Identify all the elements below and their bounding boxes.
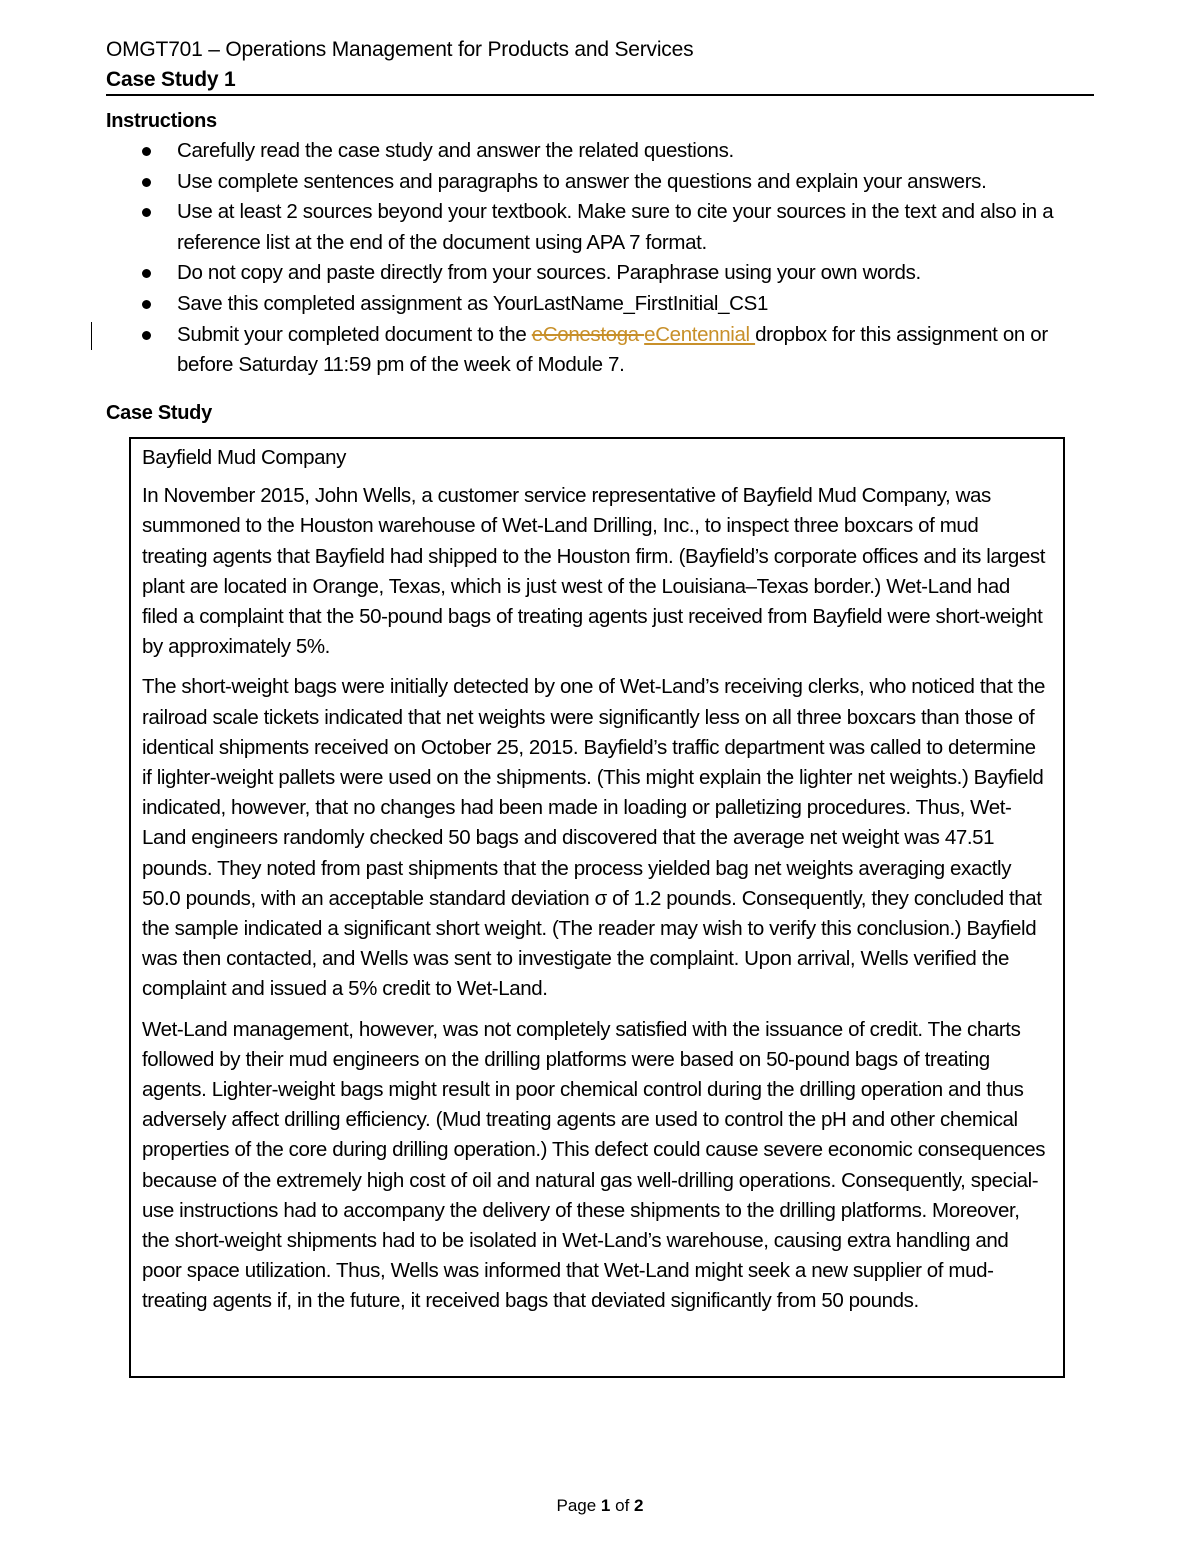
instruction-item <box>106 258 1096 289</box>
instructions-list <box>106 136 1096 381</box>
instruction-item-submit <box>106 320 1096 381</box>
document-header <box>106 34 1094 94</box>
bullet-icon <box>142 331 151 340</box>
case-paragraph: The short-weight bags were initially detected by one of Wet-Land’s receiving clerks, who noticed that the railroad scale tickets indicated that net weights were significantly less on all three boxcars than those of identical shipments received on October 25, 2015. Bayfield’s traffic department was called to determine if lighter-weight pallets were used on the shipments. (This might explain the lighter net weights.) Bayfield indicated, however, that no changes had been made in loading or palletizing procedures. Thus, Wet-Land engineers randomly checked 50 bags and discovered that the average net weight was 47.51 pounds. They noted from past shipments that the process yielded bag net weights averaging exactly 50.0 pounds, with an acceptable standard deviation σ of 1.2 pounds. Consequently, they concluded that the sample indicated a significant short weight. (The reader may wish to verify this conclusion.) Bayfield was then contacted, and Wells was sent to investigate the complaint. Upon arrival, Wells verified the complaint and issued a 5% credit to Wet-Land. <box>142 675 1046 1001</box>
case-title: Bayfield Mud Company <box>142 446 346 469</box>
instruction-item <box>106 136 1096 167</box>
instruction-item <box>106 289 1096 320</box>
total-page-count: 2 <box>634 1496 644 1515</box>
bullet-icon <box>142 208 151 217</box>
bullet-icon <box>142 147 151 156</box>
of-word: of <box>615 1496 630 1515</box>
submit-suffix-text: dropbox for this assignment on or before Saturday 11:59 pm of the week of Module 7. <box>177 322 1048 377</box>
current-page-number: 1 <box>600 1496 611 1515</box>
tracked-change-bar <box>91 322 92 350</box>
instruction-text: Carefully read the case study and answer the related questions. <box>177 139 734 162</box>
instruction-text: Save this completed assignment as YourLastName_FirstInitial_CS1 <box>177 291 768 315</box>
case-study-box <box>129 437 1065 1378</box>
submit-prefix-text: Submit your completed document to the <box>177 322 532 346</box>
instruction-item <box>106 197 1096 258</box>
page-word: Page <box>556 1496 597 1515</box>
instructions-heading: Instructions <box>106 110 217 132</box>
bullet-icon <box>142 300 151 309</box>
instruction-text: Use at least 2 sources beyond your textbook. Make sure to cite your sources in the text and also in a reference list at the end of the document using APA 7 format. <box>177 200 1054 254</box>
case-paragraph: Wet-Land management, however, was not completely satisfied with the issuance of credit. The charts followed by their mud engineers on the drilling platforms were based on 50-pound bags of treating agents. Lighter-weight bags might result in poor chemical control during the drilling operation and thus adversely affect drilling efficiency. (Mud treating agents are used to control the pH and other chemical properties of the core during drilling operation.) This defect could cause severe economic consequences because of the extremely high cost of oil and natural gas well-drilling operations. Consequently, special-use instructions had to accompany the delivery of these shipments to the drilling platforms. Moreover, the short-weight shipments had to be isolated in Wet-Land’s warehouse, causing extra handling and poor space utilization. Thus, Wells was informed that Wet-Land might seek a new supplier of mud-treating agents if, in the future, it received bags that deviated significantly from 50 pounds. <box>142 1017 1046 1313</box>
header-rule <box>106 94 1094 96</box>
page-footer <box>0 1495 1200 1517</box>
instruction-item <box>106 167 1096 198</box>
case-study-heading: Case Study <box>106 402 212 424</box>
document-subtitle: Case Study 1 <box>106 68 236 91</box>
instruction-text: Do not copy and paste directly from your sources. Paraphrase using your own words. <box>177 261 921 285</box>
bullet-icon <box>142 178 151 187</box>
tracked-insertion: eCentennial <box>644 322 756 346</box>
course-title: OMGT701 – Operations Management for Products and Services <box>106 38 694 61</box>
instruction-text: Use complete sentences and paragraphs to answer the questions and explain your answers. <box>177 169 987 193</box>
bullet-icon <box>142 269 151 278</box>
tracked-deletion: eConestoga <box>531 322 645 346</box>
case-paragraph: In November 2015, John Wells, a customer service representative of Bayfield Mud Company, was summoned to the Houston warehouse of Wet-Land Drilling, Inc., to inspect three boxcars of mud treating agents that Bayfield had shipped to the Houston firm. (Bayfield’s corporate offices and its largest plant are located in Orange, Texas, which is just west of the Louisiana–Texas border.) Wet-Land had filed a complaint that the 50-pound bags of treating agents just received from Bayfield were short-weight by approximately 5%. <box>142 484 1046 659</box>
